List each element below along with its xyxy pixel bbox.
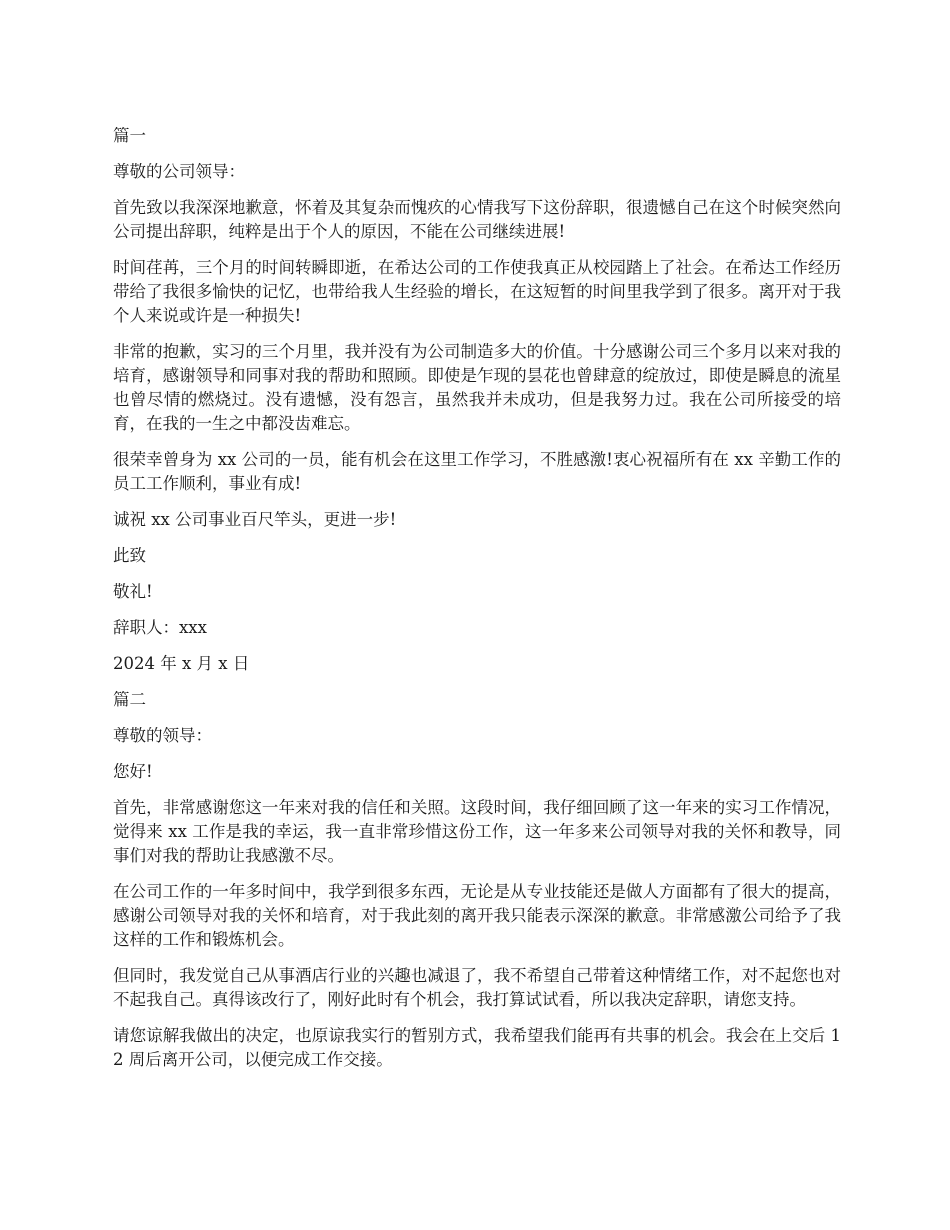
signature-line: 辞职人：xxx [113, 618, 207, 637]
date-line: 2024 年 x 月 x 日 [113, 654, 250, 673]
closing-salute: 敬礼! [113, 582, 153, 601]
section-heading-2: 篇二 [113, 690, 146, 709]
paragraph: 但同时，我发觉自己从事酒店行业的兴趣也减退了，我不希望自己带着这种情绪工作，对不起您也对不起我自己。真得该改行了，刚好此时有个机会，我打算试试看，所以我决定辞职，请您支持。 [113, 966, 841, 1009]
document-body [113, 124, 841, 1084]
paragraph: 非常的抱歉，实习的三个月里，我并没有为公司制造多大的价值。十分感谢公司三个多月以来对我的培育，感谢领导和同事对我的帮助和照顾。即使是乍现的昙花也曾肆意的绽放过，即使是瞬息的流星也曾尽情的燃烧过。没有遗憾，没有怨言，虽然我并未成功，但是我努力过。我在公司所接受的培育，在我的一生之中都没齿难忘。 [113, 342, 841, 433]
salutation-2: 尊敬的领导： [113, 726, 212, 745]
salutation-1: 尊敬的公司领导： [113, 162, 245, 181]
paragraph: 首先致以我深深地歉意，怀着及其复杂而愧疚的心情我写下这份辞职，很遗憾自己在这个时候突然向公司提出辞职，纯粹是出于个人的原因，不能在公司继续进展! [113, 198, 841, 241]
paragraph: 首先，非常感谢您这一年来对我的信任和关照。这段时间，我仔细回顾了这一年来的实习工作情况，觉得来 xx 工作是我的幸运，我一直非常珍惜这份工作，这一年多来公司领导对我的关怀和教导，同事们对我的帮助让我感激不尽。 [113, 798, 841, 865]
paragraph: 在公司工作的一年多时间中，我学到很多东西，无论是从专业技能还是做人方面都有了很大的提高，感谢公司领导对我的关怀和培育，对于我此刻的离开我只能表示深深的歉意。非常感激公司给予了我这样的工作和锻炼机会。 [113, 882, 841, 949]
paragraph: 时间荏苒，三个月的时间转瞬即逝，在希达公司的工作使我真正从校园踏上了社会。在希达工作经历带给了我很多愉快的记忆，也带给我人生经验的增长，在这短暂的时间里我学到了很多。离开对于我个人来说或许是一种损失! [113, 258, 841, 325]
paragraph: 请您谅解我做出的决定，也原谅我实行的暂别方式，我希望我们能再有共事的机会。我会在上交后 12 周后离开公司，以便完成工作交接。 [113, 1026, 841, 1069]
paragraph: 诚祝 xx 公司事业百尺竿头，更进一步! [113, 510, 397, 529]
closing-line: 此致 [113, 546, 146, 565]
greeting: 您好! [113, 762, 153, 781]
section-heading-1: 篇一 [113, 126, 146, 145]
paragraph: 很荣幸曾身为 xx 公司的一员，能有机会在这里工作学习，不胜感激!衷心祝福所有在 xx 辛勤工作的员工工作顺利，事业有成! [113, 450, 841, 493]
